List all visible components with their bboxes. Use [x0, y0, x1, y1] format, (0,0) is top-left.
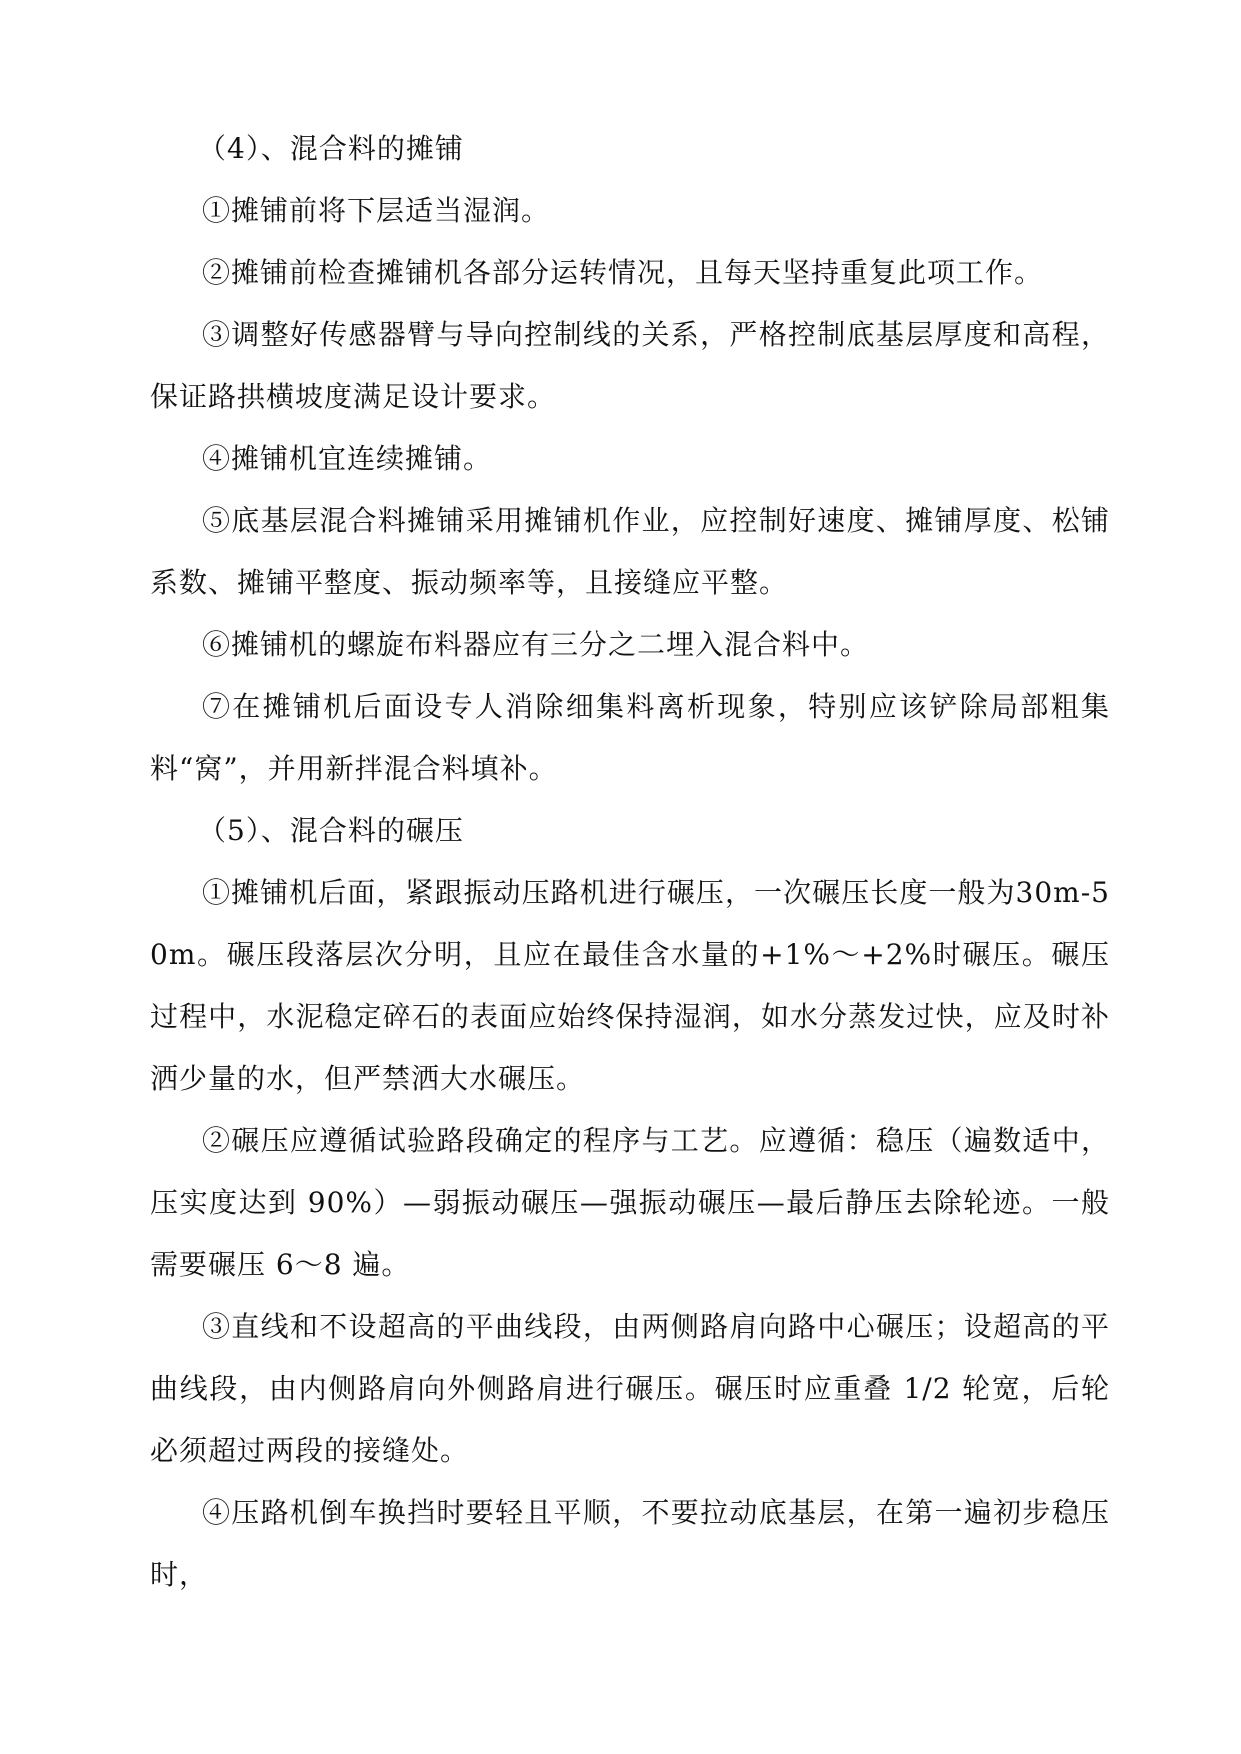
document-body [150, 118, 1110, 1606]
paragraph-item-4: ④摊铺机宜连续摊铺。 [202, 442, 493, 475]
paragraph-item-5: ⑤底基层混合料摊铺采用摊铺机作业，应控制好速度、摊铺厚度、松铺系数、摊铺平整度、振动频率等，且接缝应平整。 [150, 504, 1110, 599]
paragraph-item-1: ①摊铺前将下层适当湿润。 [202, 194, 551, 227]
paragraph-compaction-2: ②碾压应遵循试验路段确定的程序与工艺。应遵循：稳压（遍数适中，压实度达到 90%）—弱振动碾压—强振动碾压—最后静压去除轮迹。一般需要碾压 6～8 遍。 [150, 1124, 1110, 1281]
paragraph-compaction-4: ④压路机倒车换挡时要轻且平顺，不要拉动底基层，在第一遍初步稳压时， [150, 1496, 1110, 1591]
paragraph-item-2: ②摊铺前检查摊铺机各部分运转情况，且每天坚持重复此项工作。 [202, 256, 1044, 289]
section-heading-compaction: （5）、混合料的碾压 [198, 814, 464, 847]
section-heading-spreading: （4）、混合料的摊铺 [198, 132, 464, 165]
paragraph-item-3: ③调整好传感器臂与导向控制线的关系，严格控制底基层厚度和高程，保证路拱横坡度满足设计要求。 [150, 318, 1110, 413]
paragraph-item-6: ⑥摊铺机的螺旋布料器应有三分之二埋入混合料中。 [202, 628, 870, 661]
paragraph-item-7: ⑦在摊铺机后面设专人消除细集料离析现象，特别应该铲除局部粗集料“窝”，并用新拌混合料填补。 [150, 690, 1110, 785]
paragraph-compaction-3: ③直线和不设超高的平曲线段，由两侧路肩向路中心碾压；设超高的平曲线段，由内侧路肩向外侧路肩进行碾压。碾压时应重叠 1/2 轮宽，后轮必须超过两段的接缝处。 [150, 1310, 1110, 1467]
paragraph-compaction-1: ①摊铺机后面，紧跟振动压路机进行碾压，一次碾压长度一般为30m-50m。碾压段落层次分明，且应在最佳含水量的+1%～+2%时碾压。碾压过程中，水泥稳定碎石的表面应始终保持湿润，如水分蒸发过快，应及时补洒少量的水，但严禁洒大水碾压。 [150, 876, 1110, 1095]
